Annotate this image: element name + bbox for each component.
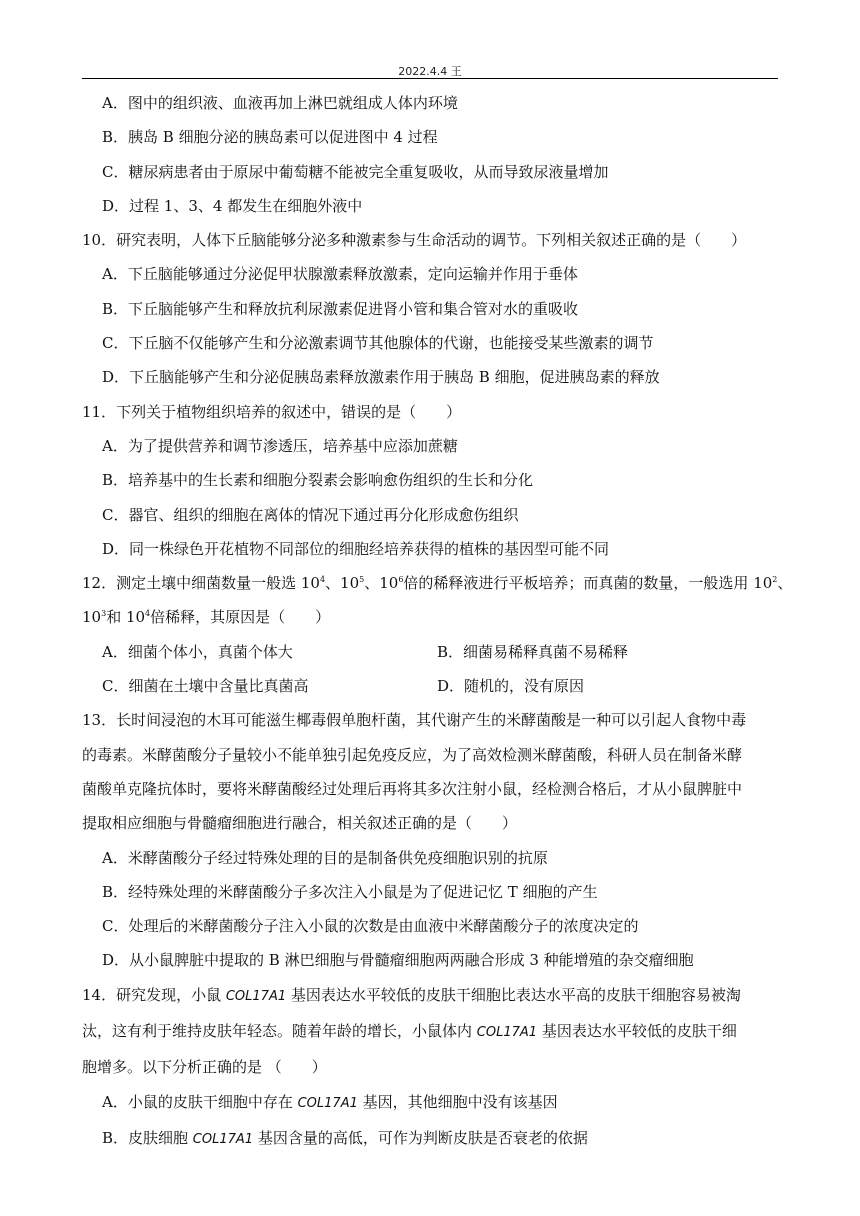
q10-option-d: D．下丘脑能够产生和分泌促胰岛素释放激素作用于胰岛 B 细胞，促进胰岛素的释放 [102, 368, 660, 387]
q12-text-7: 和 10 [106, 608, 146, 627]
page-header: 2022.4.4 王 [398, 65, 462, 78]
q12-exponent: 2 [772, 575, 778, 585]
q12-options-row-2 [82, 669, 782, 703]
q9-option-c: C．糖尿病患者由于原尿中葡萄糖不能被完全重复吸收，从而导致尿液量增加 [102, 162, 609, 181]
q12-text-1: 12．测定土壤中细菌数量一般选 10 [82, 574, 320, 593]
q10-option-a: A．下丘脑能够通过分泌促甲状腺激素释放激素，定向运输并作用于垂体 [102, 265, 578, 284]
q12-exponent: 3 [101, 609, 107, 619]
q13-stem-line3: 菌酸单克隆抗体时，要将米酵菌酸经过处理后再将其多次注射小鼠，经检测合格后，才从小鼠脾脏中 [82, 779, 743, 798]
q14-option-a-text-1: A．小鼠的皮肤干细胞中存在 [102, 1092, 298, 1111]
q11-stem: 11．下列关于植物组织培养的叙述中，错误的是（ ） [82, 402, 462, 421]
q12-exponent: 4 [319, 575, 326, 585]
q10-option-b: B．下丘脑能够产生和释放抗利尿激素促进肾小管和集合管对水的重吸收 [102, 299, 579, 318]
q13-stem-line2: 的毒素。米酵菌酸分子量较小不能单独引起免疫反应，为了高效检测米酵菌酸，科研人员在制备米酵 [82, 745, 743, 764]
q12-exponent: 5 [359, 575, 365, 585]
q13-stem-line4: 提取相应细胞与骨髓瘤细胞进行融合，相关叙述正确的是（ ） [82, 814, 518, 833]
q13-option-d: D．从小鼠脾脏中提取的 B 淋巴细胞与骨髓瘤细胞两两融合形成 3 种能增殖的杂交瘤细胞 [102, 951, 694, 970]
q12-option-a: A．细菌个体小，真菌个体大 [102, 642, 293, 661]
q14-option-a [82, 1085, 782, 1121]
q11-option-c: C．器官、组织的细胞在离体的情况下通过再分化形成愈伤组织 [102, 505, 519, 524]
document-body [82, 86, 793, 1157]
q10-option-c: C．下丘脑不仅能够产生和分泌激素调节其他腺体的代谢，也能接受某些激素的调节 [102, 334, 654, 353]
q14-text-4: 基因表达水平较低的皮肤干细 [537, 1022, 737, 1041]
q12-stem-line2 [82, 600, 782, 634]
q14-stem-line2 [82, 1014, 782, 1050]
q11-option-b: B．培养基中的生长素和细胞分裂素会影响愈伤组织的生长和分化 [102, 471, 534, 490]
q12-text-4: 倍的稀释液进行平板培养；而真菌的数量，一般选用 10 [403, 574, 773, 593]
q12-option-c: C．细菌在土壤中含量比真菌高 [102, 677, 309, 696]
q9-option-d: D．过程 1、3、4 都发生在细胞外液中 [102, 196, 363, 215]
q14-text-1: 14．研究发现，小鼠 [82, 985, 226, 1004]
q14-option-b-text-1: B．皮肤细胞 [102, 1128, 193, 1147]
q14-text-3: 汰，这有利于维持皮肤年轻态。随着年龄的增长，小鼠体内 [82, 1022, 477, 1041]
q12-text-3: 、10 [364, 574, 399, 593]
q13-option-a: A．米酵菌酸分子经过特殊处理的目的是制备供免疫细胞识别的抗原 [102, 848, 548, 867]
q11-option-d: D．同一株绿色开花植物不同部位的细胞经培养获得的植株的基因型可能不同 [102, 539, 610, 558]
q14-option-a-text-2: 基因，其他细胞中没有该基因 [357, 1092, 558, 1111]
q12-text-8: 倍稀释，其原因是（ ） [150, 608, 331, 627]
gene-name: COL17A1 [476, 1025, 538, 1041]
q9-option-a: A．图中的组织液、血液再加上淋巴就组成人体内环境 [102, 94, 458, 112]
q12-text-5: 、 [777, 574, 793, 593]
q12-text-6: 10 [82, 608, 102, 627]
q12-option-b: B．细菌易稀释真菌不易稀释 [437, 642, 629, 661]
gene-name: COL17A1 [225, 988, 287, 1004]
q12-exponent: 6 [398, 575, 404, 585]
gene-name: COL17A1 [297, 1095, 358, 1111]
gene-name: COL17A1 [192, 1131, 254, 1147]
q13-option-b: B．经特殊处理的米酵菌酸分子多次注入小鼠是为了促进记忆 T 细胞的产生 [102, 882, 598, 901]
header-rule [82, 78, 778, 79]
q12-text-2: 、10 [325, 574, 360, 593]
q14-stem-line1 [82, 978, 782, 1014]
q10-stem: 10．研究表明，人体下丘脑能够分泌多种激素参与生命活动的调节。下列相关叙述正确的是（ ） [82, 231, 747, 250]
q12-exponent: 4 [145, 609, 151, 619]
q9-option-b: B．胰岛 B 细胞分泌的胰岛素可以促进图中 4 过程 [102, 128, 438, 147]
q14-text-2: 基因表达水平较低的皮肤干细胞比表达水平高的皮肤干细胞容易被淘 [286, 985, 741, 1004]
q14-option-b [82, 1121, 782, 1157]
q12-stem-line1 [82, 566, 793, 600]
q14-option-b-text-2: 基因含量的高低，可作为判断皮肤是否衰老的依据 [253, 1128, 588, 1147]
q13-option-c: C．处理后的米酵菌酸分子注入小鼠的次数是由血液中米酵菌酸分子的浓度决定的 [102, 917, 639, 936]
q13-stem-line1: 13．长时间浸泡的木耳可能滋生椰毒假单胞杆菌，其代谢产生的米酵菌酸是一种可以引起人食物中毒 [82, 711, 747, 730]
q11-option-a: A．为了提供营养和调节渗透压，培养基中应添加蔗糖 [102, 436, 458, 455]
q14-stem-line3: 胞增多。以下分析正确的是 （ ） [82, 1058, 327, 1077]
q12-options-row-1 [82, 635, 782, 669]
q12-option-d: D．随机的，没有原因 [437, 677, 585, 696]
